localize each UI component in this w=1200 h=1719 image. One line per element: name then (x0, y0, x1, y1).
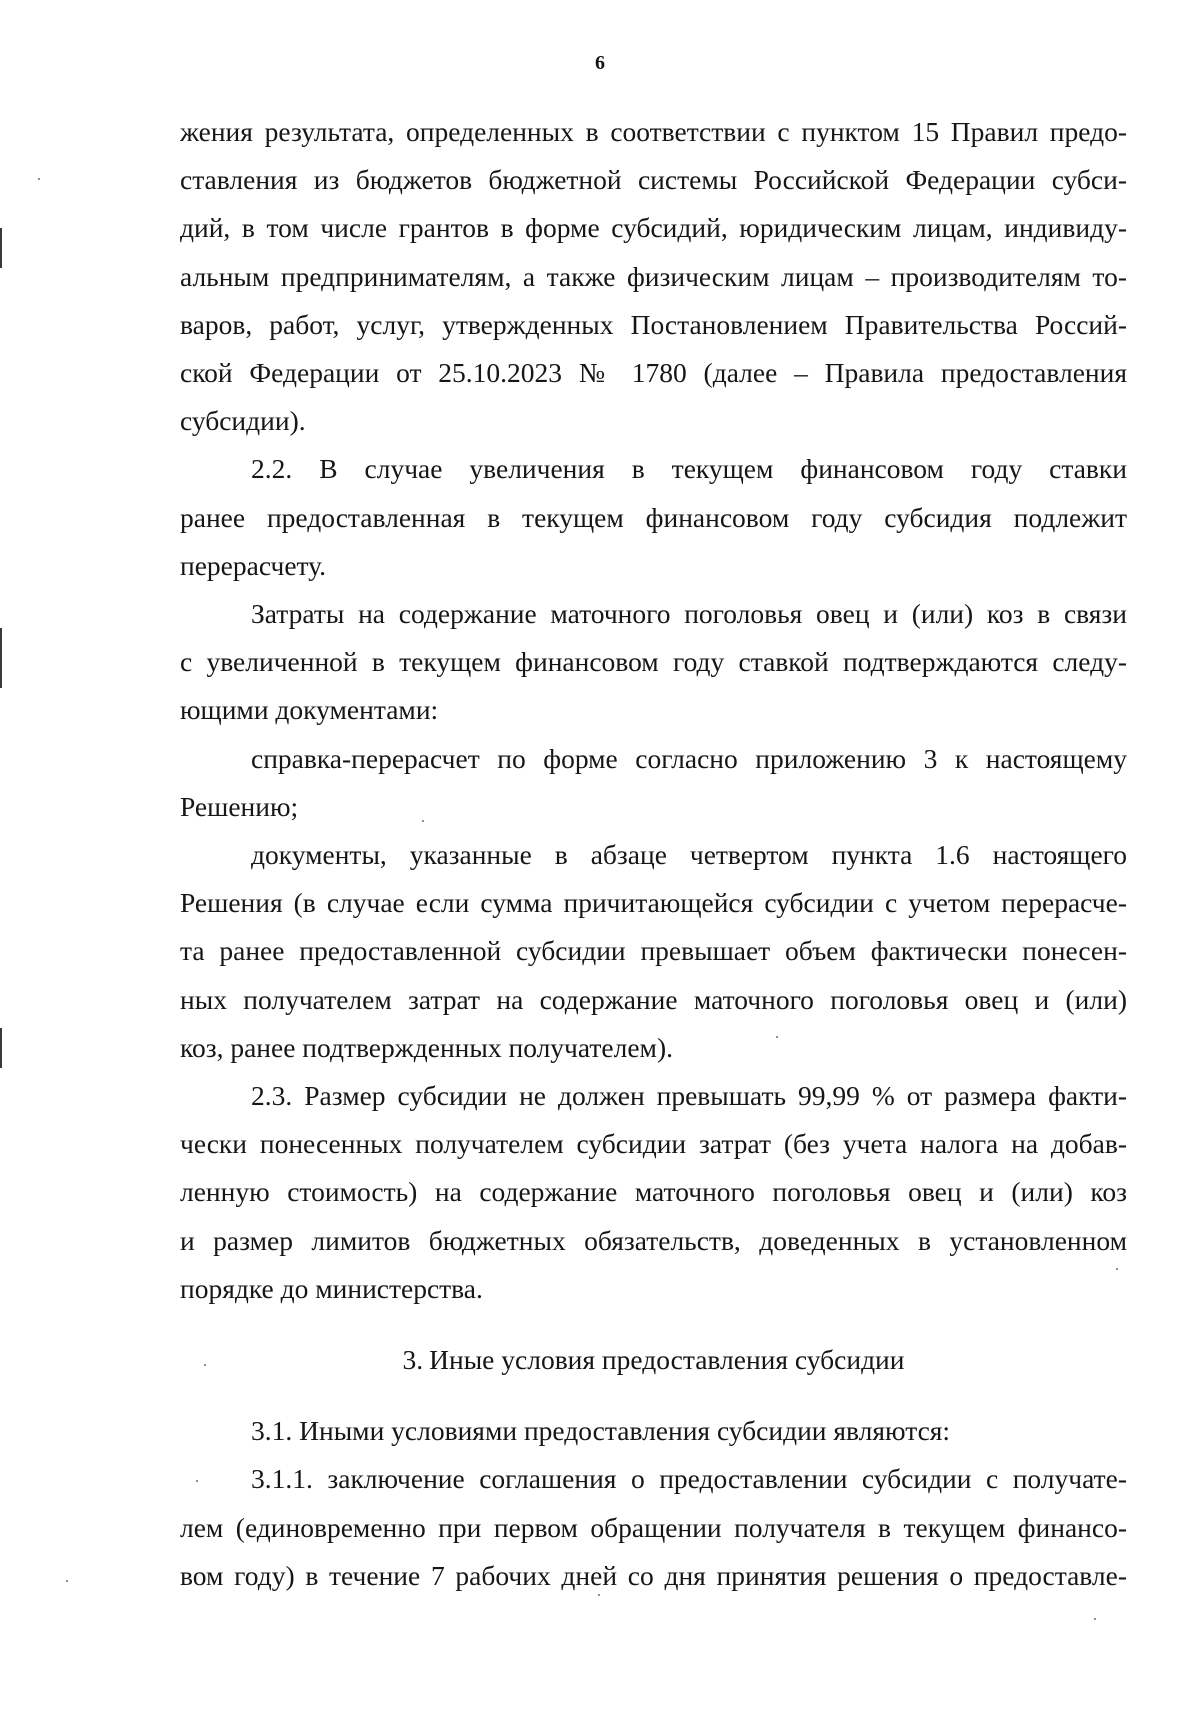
scan-speck (1094, 1618, 1096, 1620)
text-line: ставления из бюджетов бюджетной системы Российской Федерации субси- (180, 164, 1127, 196)
clause-2-2-line: 2.2. В случае увеличения в текущем финансовом году ставки (251, 453, 1127, 485)
text-line: порядке до министерства. (180, 1272, 483, 1304)
list-item-line: документы, указанные в абзаце четвертом пункта 1.6 настоящего (251, 839, 1127, 871)
text-line: Решению; (180, 790, 299, 822)
document-body (180, 108, 1127, 1600)
scan-edge-mark (0, 628, 2, 688)
clause-3-1-1-line: 3.1.1. заключение соглашения о предоставлении субсидии с получате- (251, 1463, 1127, 1495)
text-line: субсидии). (180, 405, 306, 437)
clause-3-1-line: 3.1. Иными условиями предоставления субсидии являются: (251, 1415, 951, 1447)
paragraph-line: Затраты на содержание маточного поголовья овец и (или) коз в связи (251, 598, 1127, 630)
page-number: 6 (595, 52, 605, 74)
text-line: коз, ранее подтвержденных получателем). (180, 1031, 673, 1063)
text-line: жения результата, определенных в соответствии с пунктом 15 Правил предо- (180, 116, 1127, 147)
scan-speck (38, 178, 40, 180)
text-line: ющими документами: (180, 694, 439, 726)
section-number: 3. (402, 1344, 424, 1376)
text-line: ской Федерации от 25.10.2023 № 1780 (далее – Правила предоставления (180, 357, 1127, 389)
text-line: Решения (в случае если сумма причитающейся субсидии с учетом перерасче- (180, 887, 1127, 919)
list-item-line: справка-перерасчет по форме согласно приложению 3 к настоящему (251, 742, 1127, 774)
text-line: ранее предоставленная в текущем финансовом году субсидия подлежит (180, 501, 1127, 533)
text-line: та ранее предоставленной субсидии превышает объем фактически понесен- (180, 935, 1127, 967)
text-line: ленную стоимость) на содержание маточного поголовья овец и (или) коз (180, 1176, 1127, 1208)
text-line: лем (единовременно при первом обращении получателя в текущем финансо- (180, 1511, 1127, 1543)
scan-edge-mark (0, 228, 2, 268)
scan-speck (66, 1580, 68, 1582)
text-line: варов, работ, услуг, утвержденных Постановлением Правительства Россий- (180, 308, 1127, 340)
text-line: ных получателем затрат на содержание маточного поголовья овец и (или) (180, 983, 1127, 1015)
text-line: и размер лимитов бюджетных обязательств, доведенных в установленном (180, 1224, 1127, 1256)
text-line: вом году) в течение 7 рабочих дней со дня принятия решения о предоставле- (180, 1559, 1127, 1591)
text-line: с увеличенной в текущем финансовом году ставкой подтверждаются следу- (180, 646, 1127, 678)
text-line: перерасчету. (180, 549, 327, 581)
section-heading (180, 1336, 1127, 1384)
scan-edge-mark (0, 1028, 2, 1068)
text-line: дий, в том числе грантов в форме субсидий, юридическим лицам, индивиду- (180, 212, 1127, 244)
section-title: Иные условия предоставления субсидии (429, 1344, 905, 1376)
clause-2-3-line: 2.3. Размер субсидии не должен превышать 99,99 % от размера факти- (251, 1080, 1127, 1112)
text-line: чески понесенных получателем субсидии затрат (без учета налога на добав- (180, 1128, 1127, 1160)
text-line: альным предпринимателям, а также физическим лицам – производителям то- (180, 260, 1127, 292)
